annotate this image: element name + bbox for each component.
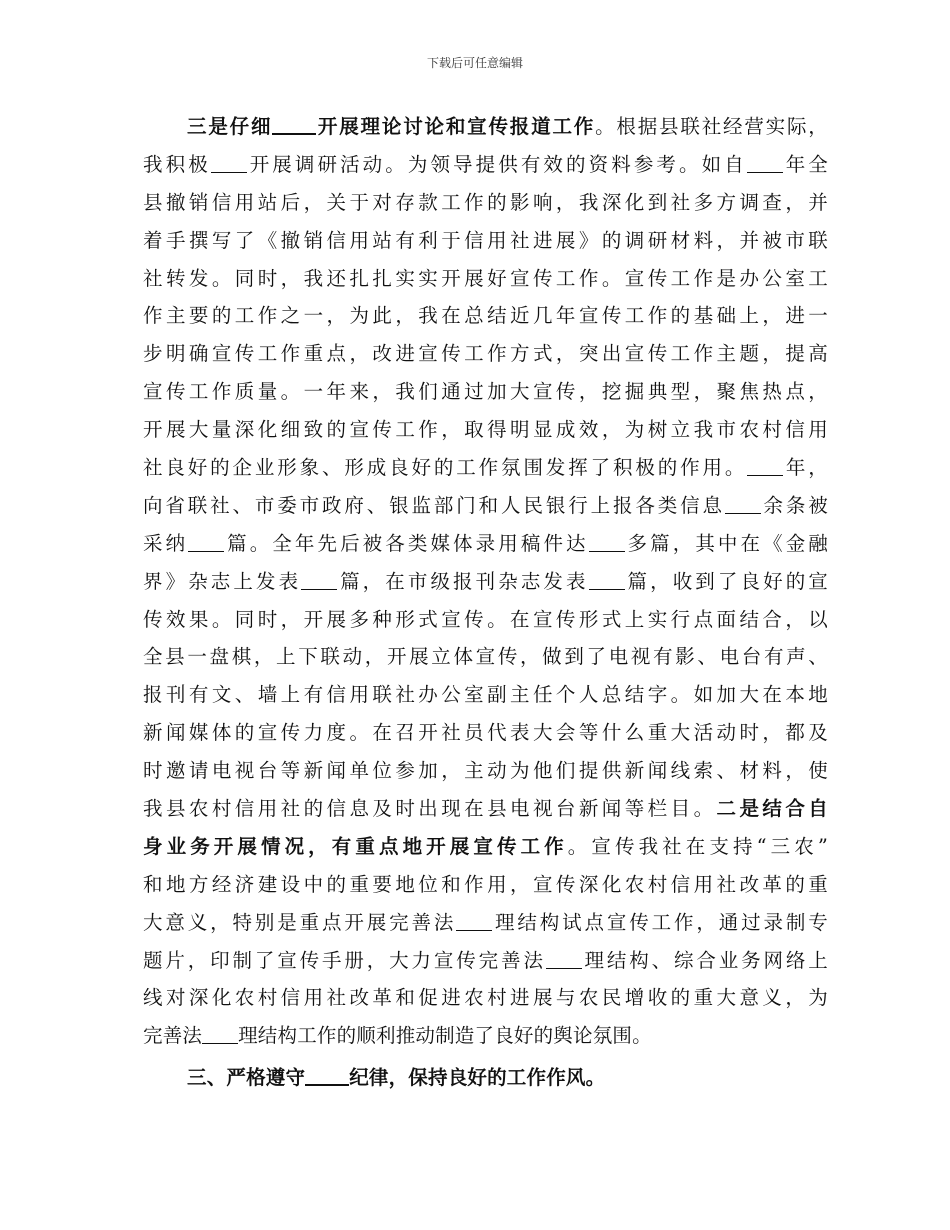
text-line xyxy=(143,335,828,373)
fill-in-blank xyxy=(747,152,783,173)
fill-in-blank xyxy=(589,531,625,552)
text-line xyxy=(143,828,828,866)
fill-in-blank xyxy=(272,113,316,135)
text-segment: 理结构、综合业务网络上 xyxy=(581,948,828,972)
text-line xyxy=(143,184,828,222)
text-line xyxy=(143,487,828,525)
text-segment: 县撤销信用站后，关于对存款工作的影响，我深化到社多方调查，并 xyxy=(143,190,828,214)
fill-in-blank xyxy=(211,152,247,173)
text-segment: 社良好的企业形象、形成良好的工作氛围发挥了积极的作用。 xyxy=(143,456,748,480)
text-segment: 我县农村信用社的信息及时出现在县电视台新闻等栏目。 xyxy=(143,797,717,821)
text-segment: 和地方经济建设中的重要地位和作用，宣传深化农村信用社改革的重 xyxy=(143,872,828,896)
text-segment: 作主要的工作之一，为此，我在总结近几年宣传工作的基础上，进一 xyxy=(143,304,828,328)
text-line xyxy=(143,563,828,601)
fill-in-blank xyxy=(546,948,582,969)
header-note: 下载后可任意编辑 xyxy=(426,56,523,70)
text-line xyxy=(143,979,828,1017)
fill-in-blank xyxy=(305,1065,349,1087)
text-line xyxy=(143,714,828,752)
text-segment: 社转发。同时，我还扎扎实实开展好宣传工作。宣传工作是办公室工 xyxy=(143,266,828,290)
text-line xyxy=(143,373,828,411)
fill-in-blank xyxy=(301,569,337,590)
text-segment: 宣传工作质量。一年来，我们通过加大宣传，挖掘典型，聚焦热点， xyxy=(143,380,828,404)
text-segment: 开展大量深化细致的宣传工作，取得明显成效，为树立我市农村信用 xyxy=(143,418,828,442)
text-segment: 界》杂志上发表 xyxy=(143,569,302,593)
text-line xyxy=(143,108,828,146)
text-segment: 我积极 xyxy=(143,152,211,176)
fill-in-blank xyxy=(456,910,492,931)
text-line xyxy=(143,449,828,487)
text-segment: 采纳 xyxy=(143,531,189,555)
fill-in-blank xyxy=(188,531,224,552)
fill-in-blank xyxy=(202,1024,238,1045)
text-line xyxy=(143,297,828,335)
bold-text: 纪律，保持良好的工作作风。 xyxy=(349,1066,606,1090)
text-segment: 开展调研活动。为领导提供有效的资料参考。如自 xyxy=(246,152,747,176)
bold-text: 三是仔细 xyxy=(187,115,273,138)
section-heading xyxy=(143,1059,828,1097)
text-line xyxy=(143,1017,828,1055)
text-segment: 向省联社、市委市政府、银监部门和人民银行上报各类信息 xyxy=(143,493,725,517)
text-segment: 篇，收到了良好的宣 xyxy=(624,569,828,593)
fill-in-blank xyxy=(589,569,625,590)
text-segment: 。根据县联社经营实际， xyxy=(595,115,828,138)
bold-text: 二是结合自 xyxy=(716,797,828,821)
text-segment: 步明确宣传工作重点，改进宣传工作方式，突出宣传工作主题，提高 xyxy=(143,342,828,366)
text-segment: 全县一盘棋，上下联动，开展立体宣传，做到了电视有影、电台有声、 xyxy=(143,645,828,669)
text-segment: 多篇，其中在《金融 xyxy=(624,531,829,555)
text-line xyxy=(143,260,828,298)
text-segment: 大意义，特别是重点开展完善法 xyxy=(143,910,457,934)
text-segment: 传效果。同时，开展多种形式宣传。在宣传形式上实行点面结合，以 xyxy=(143,607,828,631)
text-line xyxy=(143,525,828,563)
fill-in-blank xyxy=(747,455,783,476)
text-line xyxy=(143,904,828,942)
text-segment: 篇，在市级报刊杂志发表 xyxy=(337,569,589,593)
text-segment: 余条被 xyxy=(760,493,828,517)
document-body xyxy=(143,108,828,1097)
text-segment: 完善法 xyxy=(143,1024,203,1048)
text-segment: 时邀请电视台等新闻单位参加，主动为他们提供新闻线索、材料，使 xyxy=(143,759,828,783)
text-line xyxy=(143,222,828,260)
text-line xyxy=(143,752,828,790)
text-segment: 理结构试点宣传工作，通过录制专 xyxy=(492,910,828,934)
text-segment: 篇。全年先后被各类媒体录用稿件达 xyxy=(224,531,589,555)
text-line xyxy=(143,411,828,449)
text-segment: 新闻媒体的宣传力度。在召开社员代表大会等什么重大活动时，都及 xyxy=(143,721,828,745)
text-line xyxy=(143,790,828,828)
text-line xyxy=(143,601,828,639)
text-segment: 报刊有文、墙上有信用联社办公室副主任个人总结字。如加大在本地 xyxy=(143,683,828,707)
text-segment: 年全 xyxy=(782,152,829,176)
text-line xyxy=(143,942,828,980)
bold-text: 开展理论讨论和宣传报道工作 xyxy=(316,115,596,138)
text-line xyxy=(143,676,828,714)
text-segment: 。宣传我社在支持“三农” xyxy=(567,834,828,858)
text-segment: 着手撰写了《撤销信用站有利于信用社进展》的调研材料，并被市联 xyxy=(143,228,828,252)
text-segment: 理结构工作的顺利推动制造了良好的舆论氛围。 xyxy=(238,1024,652,1048)
text-line xyxy=(143,146,828,184)
bold-text: 身业务开展情况，有重点地开展宣传工作 xyxy=(143,834,568,858)
text-line xyxy=(143,866,828,904)
text-line xyxy=(143,638,828,676)
bold-text: 三、严格遵守 xyxy=(187,1066,306,1090)
text-segment: 题片，印制了宣传手册，大力宣传完善法 xyxy=(143,948,546,972)
text-segment: 线对深化农村信用社改革和促进农村进展与农民增收的重大意义，为 xyxy=(143,986,828,1010)
text-segment: 年， xyxy=(783,456,828,480)
fill-in-blank xyxy=(725,493,761,514)
